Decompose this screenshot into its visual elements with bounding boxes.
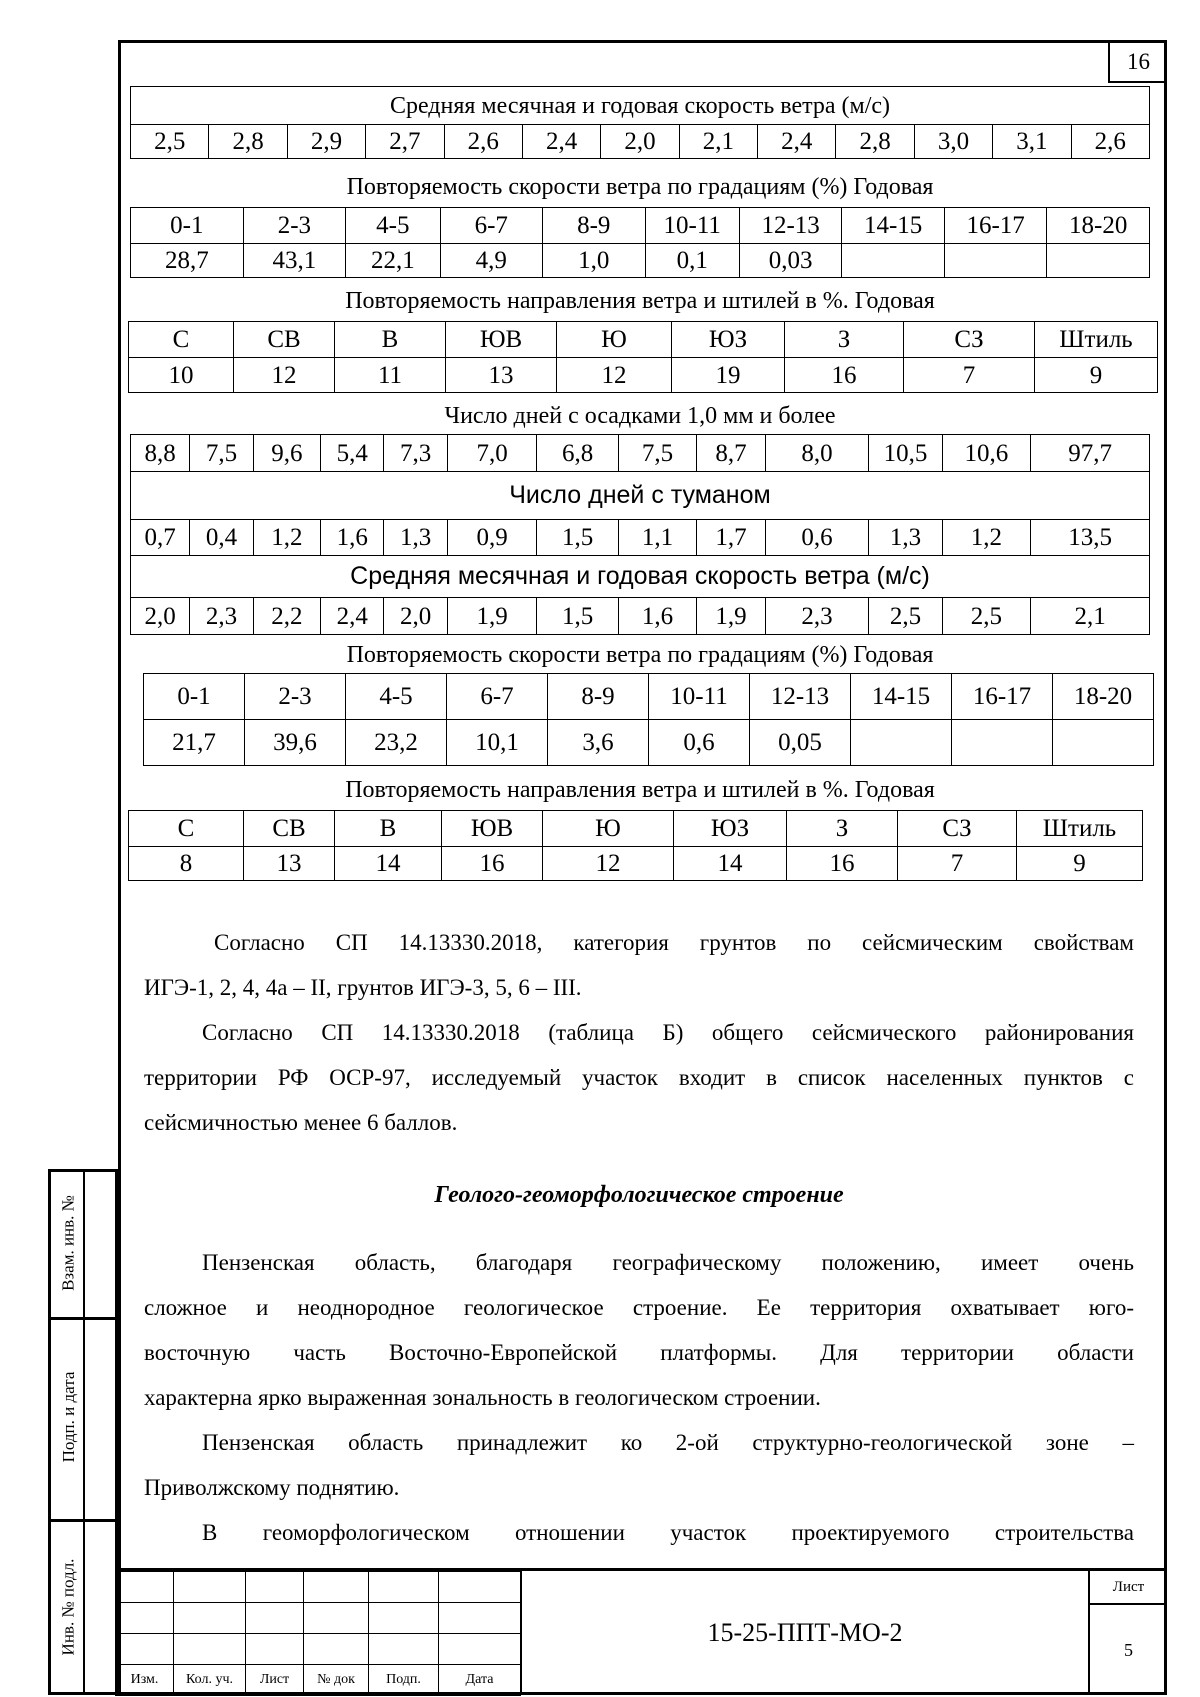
table-cell: 1,1 <box>618 520 696 556</box>
table-cell: 1,3 <box>384 520 447 556</box>
table-cell: Кол. уч. <box>174 1665 246 1696</box>
paragraph-geomorphology <box>144 1510 1134 1555</box>
table-cell <box>1053 720 1154 766</box>
text-line: ИГЭ-1, 2, 4, 4а – II, грунтов ИГЭ-3, 5, 6 – III. <box>144 975 582 1000</box>
table-cell: 97,7 <box>1031 435 1150 472</box>
table-cell: Ю <box>557 322 672 358</box>
table-cell: 8,7 <box>697 435 765 472</box>
table-caption: Число дней с туманом <box>131 472 1150 520</box>
table-cell: 12-13 <box>739 208 842 244</box>
table-row <box>116 1665 521 1696</box>
side-stamp <box>48 1169 118 1695</box>
table-cell: 2,5 <box>869 598 942 635</box>
table-cell: 2,4 <box>321 598 384 635</box>
paragraph-seismic-category <box>144 920 1134 1010</box>
table-cell: З <box>787 811 898 847</box>
table-cell: С <box>129 322 234 358</box>
table-cell: 2,4 <box>522 125 600 159</box>
table-cell: 3,1 <box>993 125 1071 159</box>
table-wind-direction-2 <box>128 810 1143 881</box>
paragraph-seismic-zoning <box>144 1010 1134 1145</box>
table-cell: ЮЗ <box>674 811 787 847</box>
table-cell: 2,1 <box>1031 598 1150 635</box>
text-line: характерна ярко выраженная зональность в геологическом строении. <box>144 1385 821 1410</box>
table-cell: СВ <box>244 811 335 847</box>
sheet-number: 5 <box>1124 1639 1133 1660</box>
table-cell: 16 <box>787 847 898 881</box>
table-cell: 39,6 <box>245 720 346 766</box>
table-cell <box>851 720 952 766</box>
table-caption: Средняя месячная и годовая скорость ветра (м/с) <box>131 556 1150 598</box>
table-cell: Изм. <box>116 1665 174 1696</box>
table-cell: ЮЗ <box>672 322 785 358</box>
table-cell: 8,8 <box>131 435 190 472</box>
table-cell: Лист <box>246 1665 304 1696</box>
table-cell: № док <box>304 1665 369 1696</box>
table-cell: 12 <box>557 358 672 393</box>
table-cell: 1,5 <box>537 520 618 556</box>
table-cell: 0-1 <box>144 674 245 720</box>
table-cell: 0,6 <box>765 520 869 556</box>
table-cell: 18-20 <box>1047 208 1150 244</box>
table-wind-speed-1 <box>130 86 1150 159</box>
table-cell: З <box>785 322 904 358</box>
text-line: В геоморфологическом отношении участок проектируемого строительства <box>202 1520 1134 1545</box>
table-cell: 10 <box>129 358 234 393</box>
document-code: 15-25-ППТ-МО-2 <box>520 1571 1090 1695</box>
table-row <box>131 125 1150 159</box>
table-cell: 10-11 <box>645 208 739 244</box>
sheet-label: Лист <box>1090 1571 1167 1605</box>
page-number-corner: 16 <box>1108 43 1167 83</box>
table-cell: 14 <box>674 847 787 881</box>
table-cell: 8,0 <box>765 435 869 472</box>
table-cell: 0,05 <box>750 720 851 766</box>
table-cell: 2,5 <box>131 125 209 159</box>
table-cell: 2,4 <box>758 125 836 159</box>
text-line: Согласно СП 14.13330.2018 (таблица Б) общего сейсмического районирования <box>202 1020 1134 1045</box>
table-cell: 0,6 <box>649 720 750 766</box>
table-wind-gradation-1 <box>130 207 1150 278</box>
table-cell: 2,7 <box>366 125 444 159</box>
paragraph-geology <box>144 1240 1134 1420</box>
table-cell: Штиль <box>1017 811 1143 847</box>
table-row <box>129 358 1158 393</box>
table-cell: 0,7 <box>131 520 190 556</box>
table-row <box>131 520 1150 556</box>
table-cell: 12-13 <box>750 674 851 720</box>
table-cell: 22,1 <box>346 244 440 278</box>
text-line: Пензенская область принадлежит ко 2-ой структурно-геологической зоне – <box>202 1430 1134 1455</box>
table-cell: 2,2 <box>253 598 320 635</box>
table-cell: 8 <box>129 847 244 881</box>
table-cell <box>944 244 1047 278</box>
table-wind-direction-1 <box>128 321 1158 393</box>
side-label-podp: Подп. и дата <box>59 1371 78 1463</box>
table-cell: 2-3 <box>243 208 346 244</box>
table-cell: 2,1 <box>679 125 757 159</box>
text-line: сложное и неоднородное геологическое строение. Ее территория охватывает юго- <box>144 1295 1134 1320</box>
table-row <box>144 674 1154 720</box>
table-cell: 7 <box>898 847 1017 881</box>
table-cell: 14-15 <box>842 208 945 244</box>
table-cell: 0-1 <box>131 208 244 244</box>
side-label-vzam: Взам. инв. № <box>58 1195 78 1291</box>
table-cell: 12 <box>234 358 335 393</box>
table-cell: 7,5 <box>618 435 696 472</box>
table-row <box>131 435 1150 472</box>
table-cell: 4,9 <box>440 244 543 278</box>
table-cell: 9 <box>1035 358 1158 393</box>
table-row <box>144 720 1154 766</box>
table-cell: 18-20 <box>1053 674 1154 720</box>
table-cell: 0,4 <box>190 520 253 556</box>
revision-table <box>115 1571 521 1696</box>
table-caption: Повторяемость направления ветра и штилей в %. Годовая <box>345 777 935 803</box>
table-cell: СЗ <box>904 322 1035 358</box>
table-cell: СЗ <box>898 811 1017 847</box>
table-cell <box>1047 244 1150 278</box>
table-cell: 16-17 <box>952 674 1053 720</box>
table-row <box>129 847 1143 881</box>
table-wind-gradation-2 <box>143 673 1154 766</box>
table-row <box>129 322 1158 358</box>
table-cell: 13 <box>244 847 335 881</box>
table-cell: 10,5 <box>869 435 942 472</box>
table-precip-fog-wind <box>130 434 1150 635</box>
table-cell <box>842 244 945 278</box>
table-cell: Дата <box>439 1665 521 1696</box>
side-label-inv: Инв. № подл. <box>58 1558 78 1656</box>
table-cell: 12 <box>543 847 674 881</box>
table-cell: 1,6 <box>618 598 696 635</box>
text-line: Согласно СП 14.13330.2018, категория грунтов по сейсмическим свойствам <box>214 930 1134 955</box>
table-caption: Повторяемость направления ветра и штилей в %. Годовая <box>345 288 935 314</box>
table-cell: 1,6 <box>321 520 384 556</box>
table-cell: 6-7 <box>440 208 543 244</box>
table-cell: 7,0 <box>447 435 537 472</box>
table-cell: 10,6 <box>942 435 1031 472</box>
table-cell: 2,8 <box>209 125 287 159</box>
table-cell: 4-5 <box>346 208 440 244</box>
table-cell: 16-17 <box>944 208 1047 244</box>
table-cell: 23,2 <box>346 720 447 766</box>
table-cell: 16 <box>442 847 543 881</box>
table-row <box>131 208 1150 244</box>
table-cell: 0,03 <box>739 244 842 278</box>
table-row <box>131 244 1150 278</box>
table-row <box>131 598 1150 635</box>
table-cell: 10-11 <box>649 674 750 720</box>
table-cell: 13 <box>446 358 557 393</box>
table-cell: 10,1 <box>447 720 548 766</box>
table-cell: 3,0 <box>914 125 992 159</box>
table-cell: 9,6 <box>253 435 320 472</box>
table-caption: Средняя месячная и годовая скорость ветра (м/с) <box>131 87 1150 125</box>
table-cell: 2,5 <box>942 598 1031 635</box>
table-cell: 43,1 <box>243 244 346 278</box>
table-cell: 19 <box>672 358 785 393</box>
table-cell: 2,9 <box>287 125 365 159</box>
table-cell: 16 <box>785 358 904 393</box>
table-caption: Число дней с осадками 1,0 мм и более <box>444 403 836 429</box>
table-cell: В <box>335 811 442 847</box>
title-block <box>115 1568 1167 1695</box>
table-cell: 7 <box>904 358 1035 393</box>
text-line: сейсмичностью менее 6 баллов. <box>144 1110 458 1135</box>
table-cell: 2,6 <box>1071 125 1150 159</box>
table-cell: 21,7 <box>144 720 245 766</box>
table-cell: ЮВ <box>442 811 543 847</box>
section-heading: Геолого-геоморфологическое строение <box>434 1182 844 1208</box>
table-row <box>129 811 1143 847</box>
table-cell: 2,3 <box>190 598 253 635</box>
table-cell: 8-9 <box>548 674 649 720</box>
table-cell: 6,8 <box>537 435 618 472</box>
table-cell: 14 <box>335 847 442 881</box>
table-cell: 13,5 <box>1031 520 1150 556</box>
table-cell: 1,2 <box>942 520 1031 556</box>
table-cell: 2,0 <box>384 598 447 635</box>
table-cell: Подп. <box>369 1665 439 1696</box>
table-cell: 2-3 <box>245 674 346 720</box>
table-caption: Повторяемость скорости ветра по градациям (%) Годовая <box>346 642 934 668</box>
table-cell: 0,1 <box>645 244 739 278</box>
table-caption: Повторяемость скорости ветра по градациям (%) Годовая <box>346 174 934 200</box>
table-cell: В <box>335 322 446 358</box>
text-line: восточную часть Восточно-Европейской платформы. Для территории области <box>144 1340 1134 1365</box>
text-line: Приволжскому поднятию. <box>144 1475 400 1500</box>
table-cell: 1,2 <box>253 520 320 556</box>
table-cell: 5,4 <box>321 435 384 472</box>
table-cell: 4-5 <box>346 674 447 720</box>
table-cell: 2,0 <box>601 125 679 159</box>
table-cell: СВ <box>234 322 335 358</box>
table-cell: 2,3 <box>765 598 869 635</box>
table-cell: Ю <box>543 811 674 847</box>
table-cell <box>952 720 1053 766</box>
table-cell: С <box>129 811 244 847</box>
text-line: Пензенская область, благодаря географическому положению, имеет очень <box>202 1250 1134 1275</box>
table-cell: 2,6 <box>444 125 522 159</box>
table-cell: 11 <box>335 358 446 393</box>
table-cell: 7,5 <box>190 435 253 472</box>
table-cell: 8-9 <box>543 208 646 244</box>
table-cell: ЮВ <box>446 322 557 358</box>
table-cell: 0,9 <box>447 520 537 556</box>
table-cell: 2,8 <box>836 125 914 159</box>
table-cell: 7,3 <box>384 435 447 472</box>
table-cell: 1,9 <box>447 598 537 635</box>
table-cell: 1,7 <box>697 520 765 556</box>
table-cell: 2,0 <box>131 598 190 635</box>
table-cell: 6-7 <box>447 674 548 720</box>
text-line: территории РФ ОСР-97, исследуемый участок входит в список населенных пунктов с <box>144 1065 1134 1090</box>
table-cell: 1,0 <box>543 244 646 278</box>
table-cell: 3,6 <box>548 720 649 766</box>
table-cell: 14-15 <box>851 674 952 720</box>
table-cell: 9 <box>1017 847 1143 881</box>
table-cell: Штиль <box>1035 322 1158 358</box>
paragraph-structural-zone <box>144 1420 1134 1510</box>
table-cell: 1,5 <box>537 598 618 635</box>
table-cell: 1,9 <box>697 598 765 635</box>
table-cell: 1,3 <box>869 520 942 556</box>
table-cell: 28,7 <box>131 244 244 278</box>
